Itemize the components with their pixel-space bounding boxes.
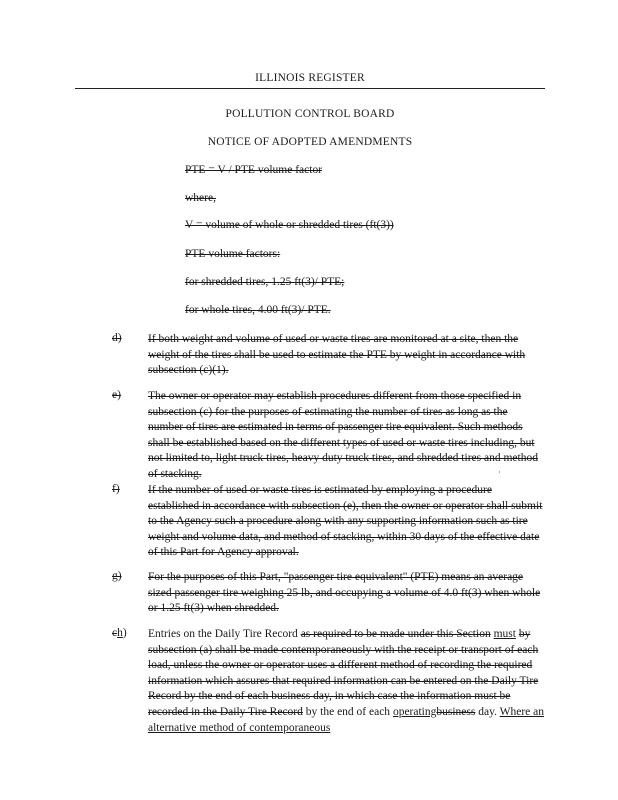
item-h-seg5: by subsection (a) shall be made contemporaneously with the receipt or transport of each load, unless the owner or operator uses a different method of recording the required information which assures that required information can be entered on the Daily Tire Record by the end of each business day, in which case the information must be recorded in the Daily Tire Record (148, 628, 539, 718)
register-title: ILLINOIS REGISTER (255, 72, 365, 84)
item-h-seg6: by the end of each (302, 705, 393, 718)
item-h-seg8: business (436, 705, 476, 718)
header-rule (75, 88, 545, 89)
item-e-label: e) (112, 389, 121, 401)
item-h-label (112, 627, 127, 639)
item-g-label: g) (112, 570, 122, 582)
formula-line-shredded: for shredded tires, 1.25 ft(3)/ PTE; (185, 276, 345, 288)
item-h-seg9: day. (475, 705, 500, 718)
item-h-text (148, 627, 544, 736)
formula-line-whole: for whole tires, 4.00 ft(3)/ PTE. (185, 304, 331, 316)
item-f-text: If the number of used or waste tires is estimated by employing a procedure established in accordance with subsection (e), then the owner or operator shall submit to the Agency such a procedure along with any supporting information such as tire weight and volume data, and method of stacking, within 30 days of the effective date of this Part for Agency approval. (148, 484, 543, 559)
item-h-seg1: Entries on the Daily Tire Record (148, 628, 301, 640)
item-d-label: d) (112, 332, 122, 344)
item-h-seg7: operating (392, 705, 437, 718)
formula-line-volume: V = volume of whole or shredded tires (ft(3)) (185, 219, 394, 231)
board-name: POLLUTION CONTROL BOARD (225, 108, 395, 120)
item-h-seg4: must (493, 628, 516, 640)
item-h-seg10: Where an alternative method of contemporaneous (148, 705, 545, 734)
formula-line-where: where, (185, 192, 216, 204)
item-h-label-struck: c (112, 627, 118, 639)
formula-line-pte: PTE = V / PTE volume factor (185, 164, 323, 176)
notice-heading: NOTICE OF ADOPTED AMENDMENTS (207, 136, 413, 148)
formula-line-factors: PTE volume factors: (185, 248, 281, 260)
item-g-text: For the purposes of this Part, "passenger tire equivalent" (PTE) means an average sized passenger tire weighing 25 lb, and occupying a volume of 4.0 ft(3) when whole or 1.25 ft(3) when shredded. (148, 571, 541, 615)
item-h-label-close: ) (122, 627, 127, 639)
item-d-text: If both weight and volume of used or waste tires are monitored at a site, then the weight of the tires shall be used to estimate the PTE by weight in accordance with subsection (c)(1). (148, 333, 526, 377)
item-h-seg2: as required to be made under this Section (300, 628, 491, 640)
stray-mark: · (498, 468, 501, 477)
item-f-label: f) (112, 483, 120, 495)
item-h-label-inserted: h (117, 627, 123, 639)
item-e-text: The owner or operator may establish procedures different from those specified in subsection (c) for the purposes of estimating the number of tires as long as the number of tires are estimated in terms of passenger tire equivalent. Such methods shall be established based on the different types of used or waste tires including, but not limited to, light truck tires, heavy duty truck tires, and shredded tires and method of stacking. (148, 390, 538, 480)
